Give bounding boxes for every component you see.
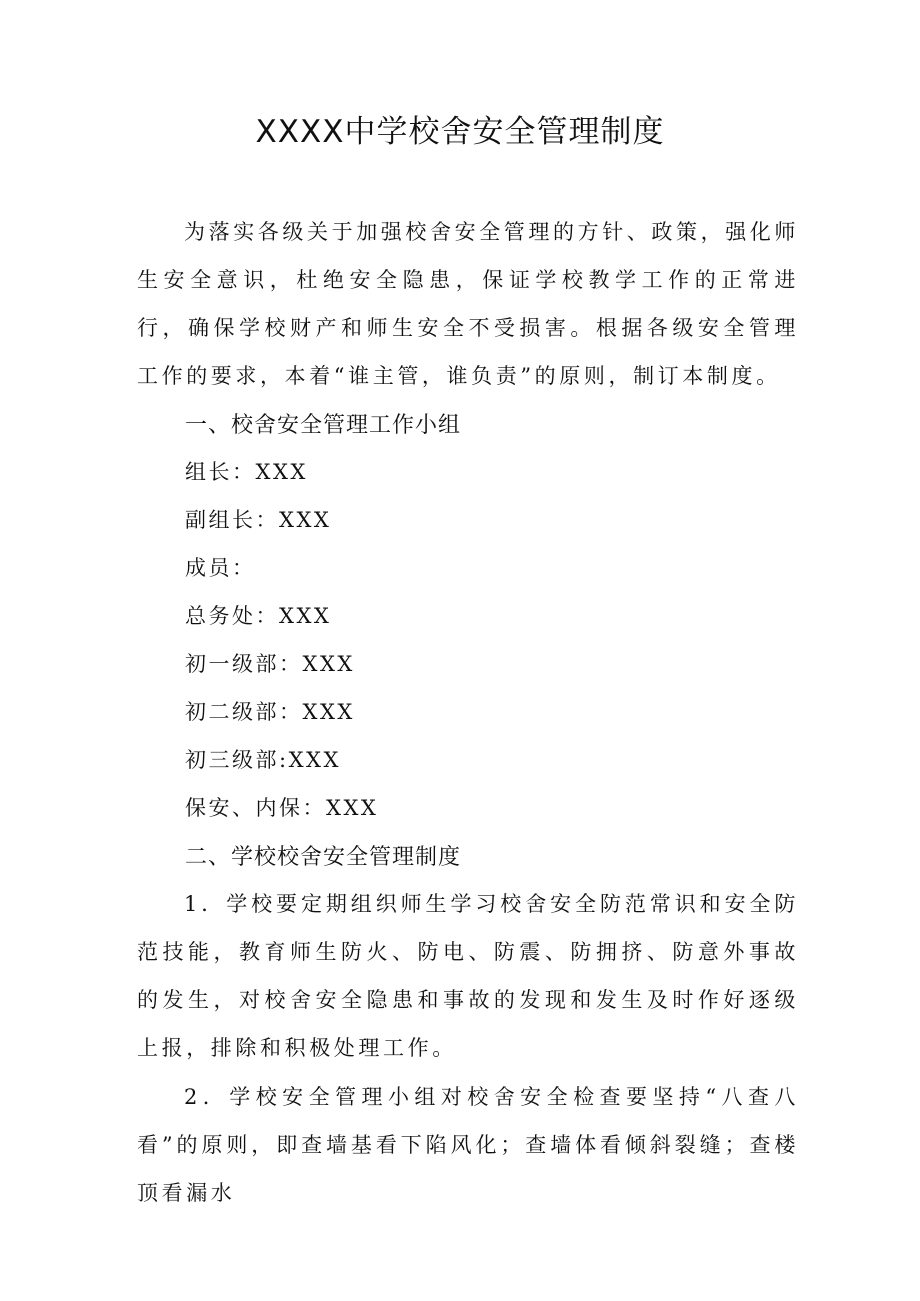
member-grade-9: 初三级部:XXX: [185, 748, 341, 772]
member-general-affairs: 总务处：XXX: [185, 604, 332, 628]
section-1-heading: 一、校舍安全管理工作小组: [185, 413, 462, 438]
document-title: XXXX中学校舍安全管理制度: [255, 114, 665, 150]
member-grade-8: 初二级部：XXX: [185, 700, 355, 724]
member-security: 保安、内保：XXX: [185, 796, 379, 820]
member-deputy-leader: 副组长：XXX: [185, 508, 332, 532]
member-members-label: 成员：: [185, 556, 256, 580]
intro-paragraph: 为落实各级关于加强校舍安全管理的方针、政策，强化师生安全意识，杜绝安全隐患，保证学校教学工作的正常进行，确保学校财产和师生安全不受损害。根据各级安全管理工作的要求，本着“谁主管，谁负责”的原则，制订本制度。: [137, 220, 799, 388]
section-2-heading: 二、学校校舍安全管理制度: [185, 845, 462, 870]
member-grade-7: 初一级部：XXX: [185, 652, 355, 676]
rule-item-1: 1．学校要定期组织师生学习校舍安全防范常识和安全防范技能，教育师生防火、防电、防震、防拥挤、防意外事故的发生，对校舍安全隐患和事故的发现和发生及时作好逐级上报，排除和积极处理工作。: [137, 892, 799, 1060]
rule-item-2: 2．学校安全管理小组对校舍安全检查要坚持“八查八看”的原则，即查墙基看下陷风化；查墙体看倾斜裂缝；查楼顶看漏水: [137, 1085, 799, 1205]
member-leader: 组长：XXX: [185, 460, 308, 484]
